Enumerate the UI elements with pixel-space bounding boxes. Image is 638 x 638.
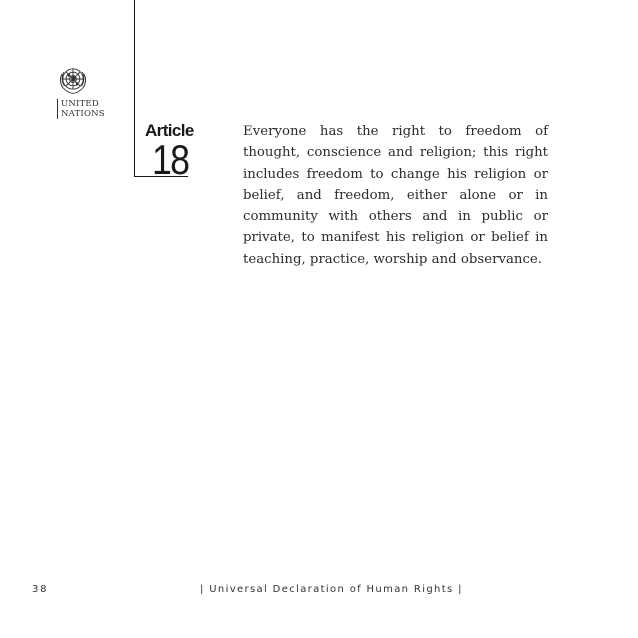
article-text: Everyone has the right to freedom of thought, conscience and religion; this right includes freedom to change his religion or belief, and freedom, either alone or in community with others and in public or private, to manifest his religion or belief in teaching, practice, worship and observance. — [243, 124, 548, 267]
organization-line-2: NATIONS — [61, 109, 105, 119]
organization-name — [57, 99, 105, 119]
page-number: 38 — [32, 584, 49, 595]
footer-title: | Universal Declaration of Human Rights | — [200, 584, 463, 595]
un-emblem-icon — [56, 62, 90, 96]
vertical-rule — [134, 0, 135, 176]
article-number: 18 — [152, 136, 189, 183]
organization-line-1: UNITED — [61, 99, 99, 109]
article-label: Article — [145, 121, 194, 140]
